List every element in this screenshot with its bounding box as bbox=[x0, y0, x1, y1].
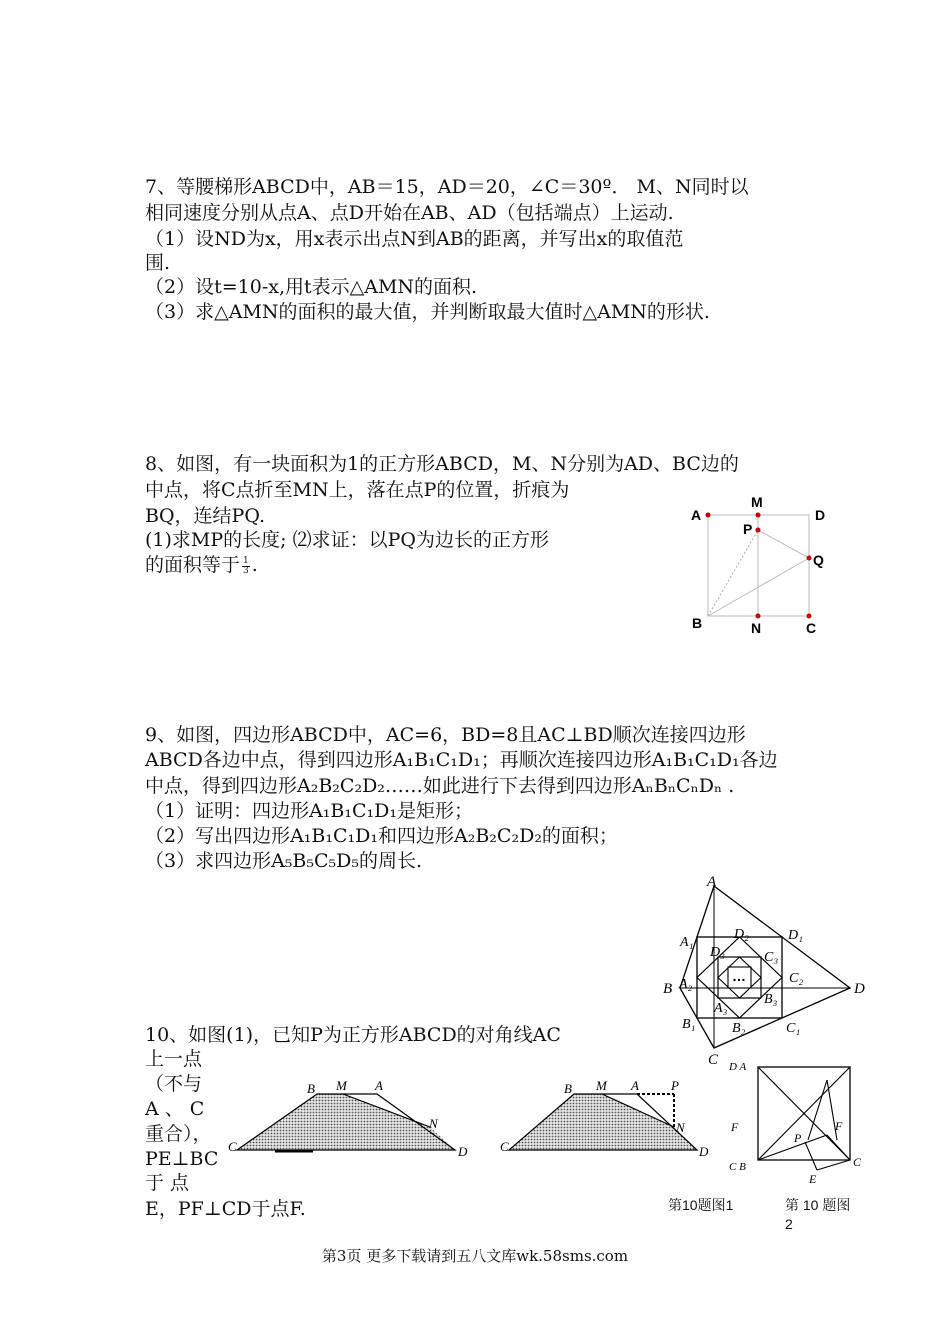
label-N: N bbox=[676, 1120, 685, 1135]
figure-caption-1: 第10题图1 bbox=[668, 1197, 734, 1213]
label-N: N bbox=[751, 620, 762, 636]
q9-line-5: （2）写出四边形A₁B₁C₁D₁和四边形A₂B₂C₂D₂的面积； bbox=[145, 825, 618, 847]
label-M: M bbox=[751, 494, 763, 510]
label-M: M bbox=[596, 1078, 607, 1093]
q7-line-1: 7、等腰梯形ABCD中，AB＝15，AD＝20，∠C＝30º． M、N同时以 bbox=[145, 176, 749, 198]
label-C3: C₃ bbox=[764, 950, 779, 965]
q10-line-4: A 、 C bbox=[145, 1098, 205, 1120]
label-B: B bbox=[564, 1081, 572, 1096]
q9-line-6: （3）求四边形A₅B₅C₅D₅的周长. bbox=[145, 850, 423, 872]
page-footer: 第3页 更多下载请到五八文库wk.58sms.com bbox=[321, 1247, 629, 1265]
q10-line-3: （不与 bbox=[145, 1073, 203, 1095]
label-D1: D₁ bbox=[788, 928, 803, 943]
label-B3: B₃ bbox=[764, 992, 778, 1007]
label-B: B bbox=[663, 981, 673, 997]
label-A: A bbox=[631, 1078, 639, 1093]
label-Q: Q bbox=[813, 552, 824, 568]
label-D2: D₂ bbox=[734, 927, 749, 942]
label-B1: B₁ bbox=[682, 1017, 696, 1032]
trapezoid-figure-2 bbox=[497, 1075, 722, 1165]
label-F-left: F bbox=[731, 1120, 739, 1134]
q10-line-8: E，PF⊥CD于点F. bbox=[145, 1198, 306, 1220]
q7-line-6: （3）求△AMN的面积的最大值，并判断取最大值时△AMN的形状. bbox=[145, 301, 710, 323]
label-C: C bbox=[708, 1052, 719, 1068]
q10-line-6: PE⊥BC bbox=[145, 1148, 219, 1170]
fraction-one-third: $\frac{1}{3}$ bbox=[243, 555, 249, 576]
q10-line-7: 于 点 bbox=[145, 1172, 190, 1194]
q10-line-2: 上一点 bbox=[145, 1048, 203, 1070]
q10-line-1: 10、如图(1)，已知P为正方形ABCD的对角线AC bbox=[145, 1024, 561, 1046]
label-A: A bbox=[691, 507, 702, 523]
label-B: B bbox=[692, 615, 703, 631]
label-A3: A₃ bbox=[714, 1001, 728, 1016]
label-C: C bbox=[806, 620, 817, 636]
q7-line-5: （2）设t=10-x,用t表示△AMN的面积. bbox=[145, 276, 478, 298]
label-A1: A₁ bbox=[680, 935, 694, 950]
label-E: E bbox=[809, 1172, 817, 1186]
label-dots: … bbox=[732, 968, 746, 984]
label-M: M bbox=[336, 1078, 347, 1093]
q8-line-4: (1)求MP的长度; ⑵求证：以PQ为边长的正方形 bbox=[145, 529, 549, 551]
label-D: D bbox=[815, 507, 826, 523]
label-P: P bbox=[743, 521, 753, 537]
square-figure bbox=[725, 1060, 870, 1190]
label-C2: C₂ bbox=[789, 971, 804, 986]
label-D3: D₃ bbox=[710, 945, 725, 960]
label-N: N bbox=[429, 1116, 438, 1131]
q8-line-2: 中点，将C点折至MN上，落在点P的位置，折痕为 bbox=[145, 479, 570, 501]
label-B2: B₂ bbox=[732, 1021, 746, 1036]
label-C: C bbox=[853, 1155, 862, 1169]
label-CB: C B bbox=[729, 1161, 746, 1173]
q9-figure bbox=[660, 868, 880, 1068]
q9-line-3: 中点，得到四边形A₂B₂C₂D₂……如此进行下去得到四边形AₙBₙCₙDₙ . bbox=[145, 775, 735, 797]
label-C: C bbox=[228, 1139, 237, 1154]
q8-line-5-text: 的面积等于 bbox=[145, 554, 241, 576]
label-P: P bbox=[794, 1131, 802, 1145]
q8-figure bbox=[680, 490, 840, 640]
q7-line-3: （1）设ND为x，用x表示出点N到AB的距离，并写出x的取值范 bbox=[145, 228, 684, 250]
q8-line-3: BQ，连结PQ. bbox=[145, 505, 265, 527]
label-D: D bbox=[699, 1144, 709, 1159]
q8-line-5: 的面积等于 $\frac{1}{3}$ . bbox=[145, 554, 258, 576]
label-A: A bbox=[375, 1078, 383, 1093]
label-P: P bbox=[671, 1078, 679, 1093]
q7-line-4: 围. bbox=[145, 252, 171, 274]
q9-line-2: ABCD各边中点，得到四边形A₁B₁C₁D₁；再顺次连接四边形A₁B₁C₁D₁各边 bbox=[145, 749, 778, 771]
q8-line-1: 8、如图，有一块面积为1的正方形ABCD，M、N分别为AD、BC边的 bbox=[145, 453, 739, 475]
label-F: F bbox=[835, 1119, 843, 1133]
q9-line-1: 9、如图，四边形ABCD中，AC=6，BD=8且AC⊥BD顺次连接四边形 bbox=[145, 724, 746, 746]
figure-caption-2: 第 10 题图2 bbox=[785, 1197, 851, 1232]
q10-line-5: 重合）， bbox=[145, 1123, 212, 1145]
trapezoid-figure-1 bbox=[225, 1075, 475, 1165]
label-D: D bbox=[854, 981, 865, 997]
label-C1: C₁ bbox=[786, 1021, 801, 1036]
label-D: D bbox=[458, 1144, 468, 1159]
label-B: B bbox=[307, 1081, 315, 1096]
label-A: A bbox=[707, 874, 717, 890]
label-DA: D A bbox=[729, 1061, 747, 1073]
label-A2: A₂ bbox=[679, 977, 693, 992]
q9-line-4: （1）证明：四边形A₁B₁C₁D₁是矩形； bbox=[145, 800, 474, 822]
q7-line-2: 相同速度分别从点A、点D开始在AB、AD（包括端点）上运动. bbox=[145, 202, 674, 224]
label-C: C bbox=[500, 1139, 509, 1154]
